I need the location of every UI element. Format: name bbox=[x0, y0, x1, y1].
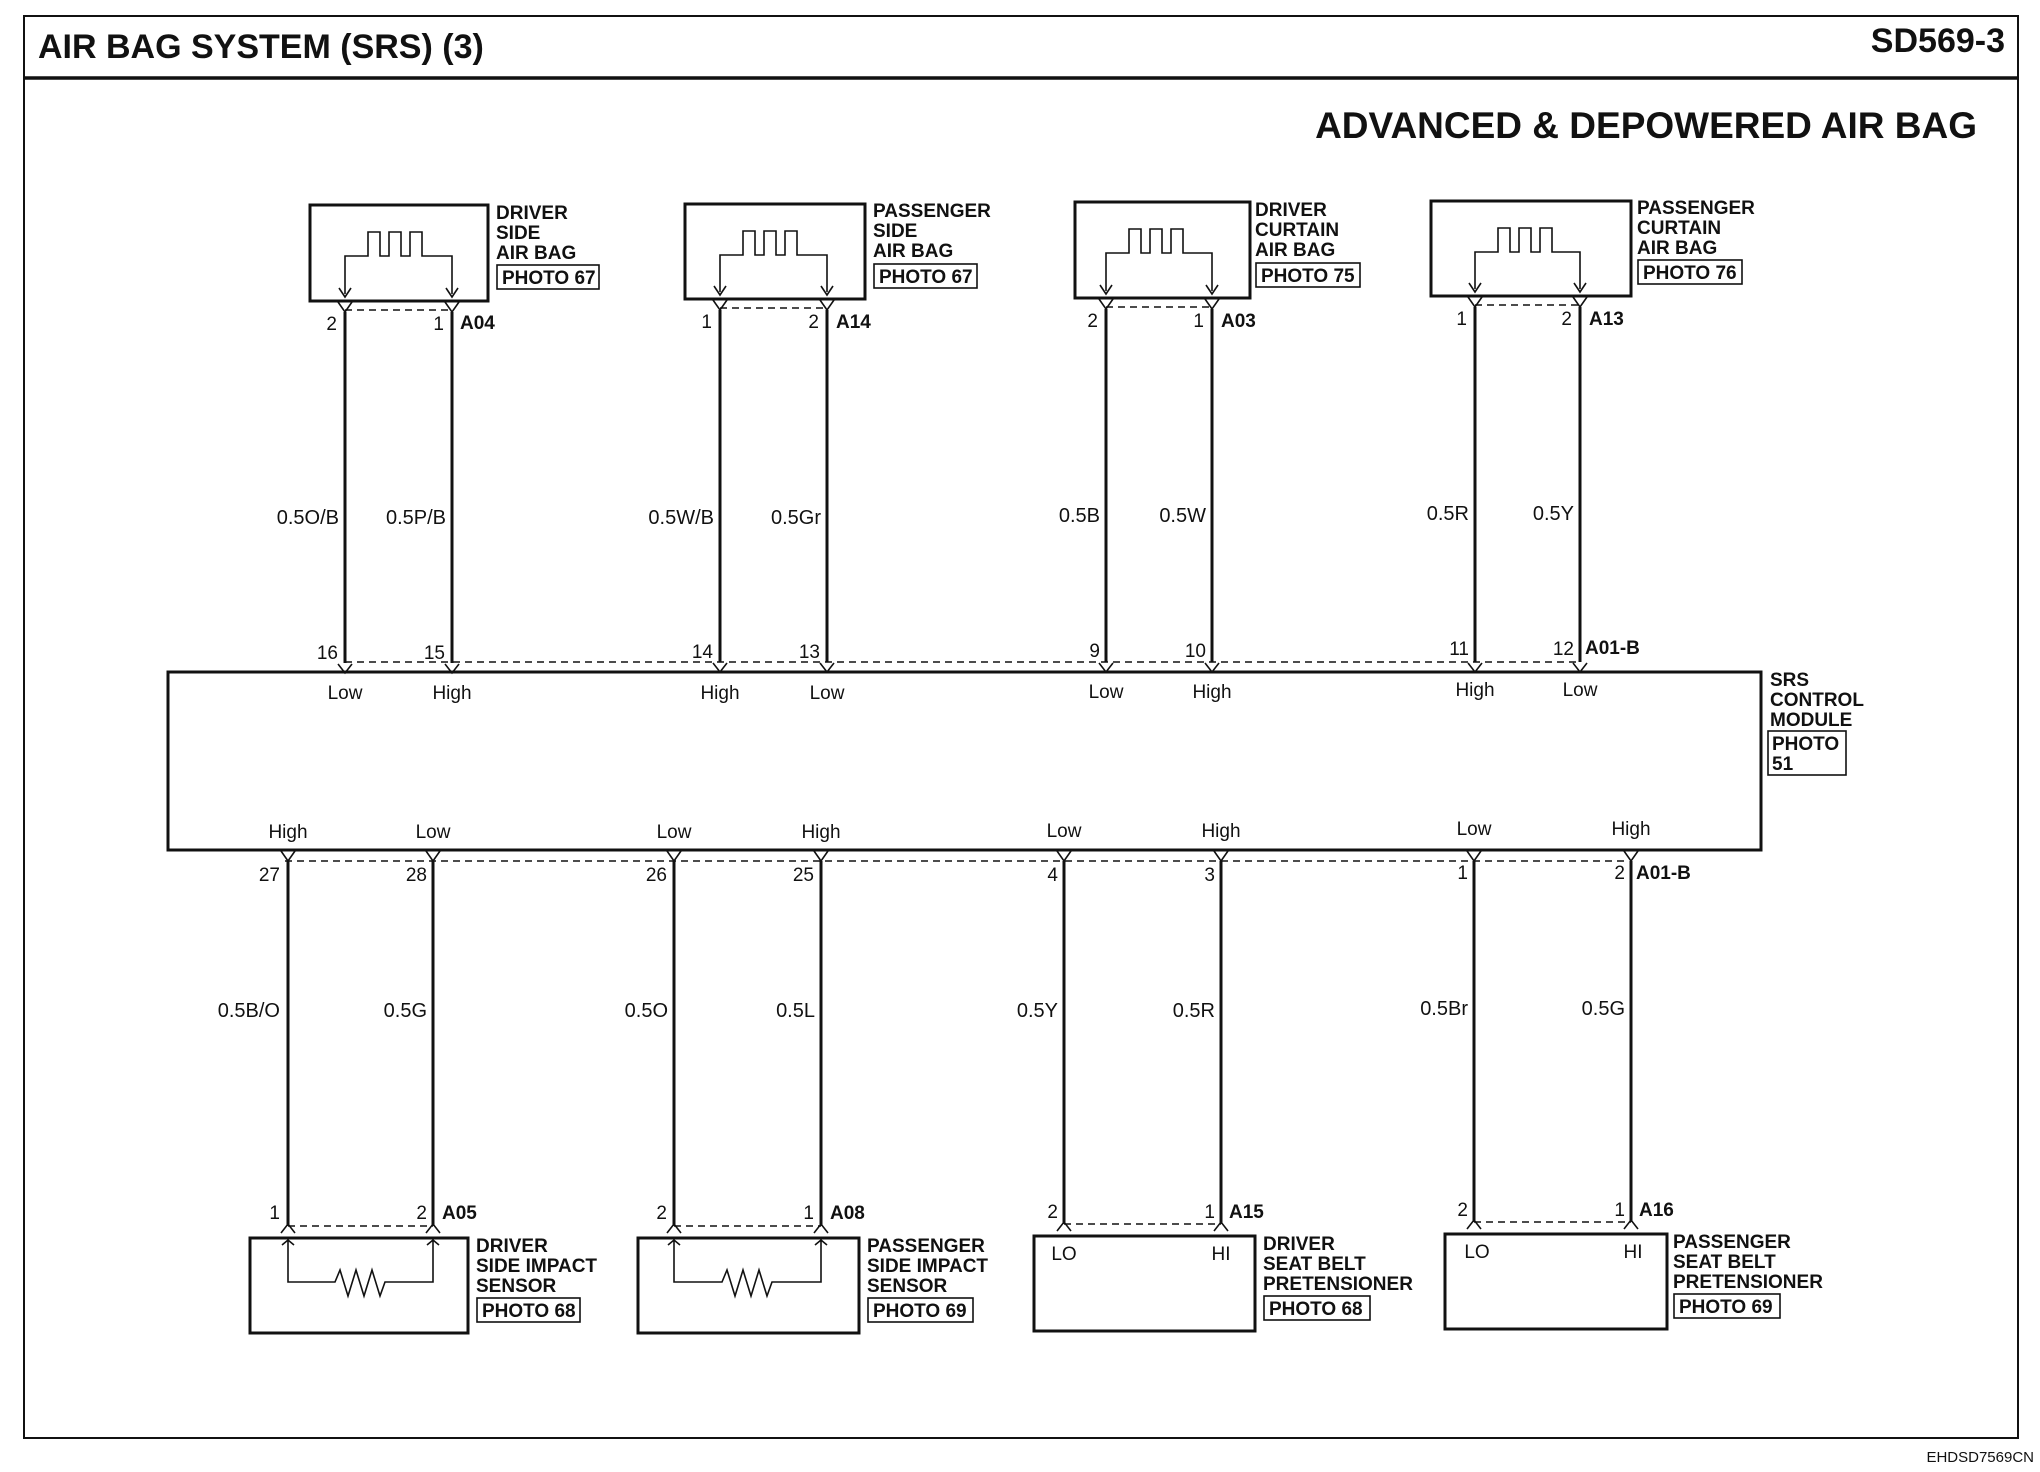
pin-right: 2 bbox=[416, 1203, 427, 1224]
module-top-connector: A01-B bbox=[1585, 638, 1640, 659]
component-label-line-2: SIDE IMPACT bbox=[476, 1256, 598, 1277]
module-pin-left: 14 bbox=[691, 642, 713, 663]
module-pin-right: 3 bbox=[1204, 865, 1215, 886]
module-pin-left: 9 bbox=[1089, 641, 1100, 662]
component-label-line-1: DRIVER bbox=[1255, 200, 1327, 221]
photo-ref: PHOTO 76 bbox=[1643, 263, 1737, 284]
connector-id: A13 bbox=[1589, 309, 1624, 330]
pin-right: 1 bbox=[1204, 1202, 1215, 1223]
connector-id: A05 bbox=[442, 1203, 477, 1224]
signal-level-left: Low bbox=[1046, 821, 1082, 842]
component-label-line-1: PASSENGER bbox=[1637, 198, 1755, 219]
module-name-line-3: MODULE bbox=[1770, 710, 1853, 731]
module-pin-left: 1 bbox=[1457, 863, 1468, 884]
pin-arrow-icon bbox=[426, 851, 440, 861]
sensor-box bbox=[250, 1238, 468, 1333]
pin-left: 2 bbox=[326, 314, 337, 335]
module-pin-left: 16 bbox=[316, 643, 338, 664]
module-bottom-connector: A01-B bbox=[1636, 863, 1691, 884]
pin-arrow-icon bbox=[667, 851, 681, 861]
pin-arrow-icon bbox=[1214, 851, 1228, 861]
module-name-line-1: SRS bbox=[1770, 670, 1810, 691]
driver-curtain-air-bag bbox=[1059, 200, 1360, 703]
signal-level-right: High bbox=[1201, 821, 1241, 842]
squib-icon bbox=[720, 231, 827, 292]
passenger-side-impact-sensor bbox=[625, 822, 989, 1333]
component-label-line-2: CURTAIN bbox=[1255, 220, 1340, 241]
srs-control-module bbox=[168, 638, 1864, 884]
signal-level-right: High bbox=[1611, 819, 1651, 840]
terminal-hi: HI bbox=[1623, 1242, 1643, 1263]
terminal-hi: HI bbox=[1211, 1244, 1231, 1265]
wire-color-left: 0.5Br bbox=[1420, 998, 1468, 1020]
pin-right: 2 bbox=[808, 312, 819, 333]
diagram-subtitle: ADVANCED & DEPOWERED AIR BAG bbox=[1315, 105, 1977, 146]
driver-side-air-bag bbox=[277, 203, 599, 704]
squib-icon bbox=[345, 232, 452, 294]
driver-side-impact-sensor bbox=[218, 822, 598, 1333]
connector-id: A15 bbox=[1229, 1202, 1264, 1223]
photo-ref: PHOTO 69 bbox=[873, 1301, 967, 1322]
component-label-line-3: PRETENSIONER bbox=[1673, 1272, 1823, 1293]
connector-id: A14 bbox=[836, 312, 871, 333]
wire-color-right: 0.5R bbox=[1172, 1000, 1215, 1022]
wire-color-left: 0.5O/B bbox=[276, 507, 339, 529]
wire-color-left: 0.5B/O bbox=[217, 1000, 280, 1022]
page-code: SD569-3 bbox=[1870, 22, 2005, 60]
pin-right: 1 bbox=[803, 1203, 814, 1224]
component-label-line-2: SIDE IMPACT bbox=[867, 1256, 989, 1277]
wire-color-left: 0.5B bbox=[1058, 505, 1100, 527]
module-photo-line-1: PHOTO bbox=[1772, 734, 1840, 755]
pin-left: 1 bbox=[269, 1203, 280, 1224]
signal-level-right: Low bbox=[809, 683, 845, 704]
signal-level-left: Low bbox=[1088, 682, 1124, 703]
connector-id: A16 bbox=[1639, 1200, 1674, 1221]
pin-arrow-icon bbox=[281, 851, 295, 861]
pin-arrow-icon bbox=[814, 851, 828, 861]
airbag-box bbox=[685, 204, 865, 299]
pin-arrow-icon bbox=[1624, 851, 1638, 861]
wire-color-left: 0.5W/B bbox=[648, 507, 714, 529]
module-pin-right: 28 bbox=[405, 865, 427, 886]
component-label-line-3: AIR BAG bbox=[1255, 240, 1336, 261]
signal-level-right: Low bbox=[415, 822, 451, 843]
signal-level-right: High bbox=[1192, 682, 1232, 703]
resistor-icon bbox=[282, 1240, 439, 1296]
signal-level-right: High bbox=[432, 683, 472, 704]
photo-ref: PHOTO 67 bbox=[879, 267, 973, 288]
pin-right: 1 bbox=[1193, 311, 1204, 332]
component-label-line-3: SENSOR bbox=[476, 1276, 557, 1297]
component-label-line-1: DRIVER bbox=[476, 1236, 548, 1257]
module-pin-right: 10 bbox=[1184, 641, 1206, 662]
component-label-line-1: DRIVER bbox=[1263, 1234, 1335, 1255]
signal-level-left: High bbox=[268, 822, 308, 843]
airbag-box bbox=[310, 205, 488, 301]
passenger-seat-belt-pretensioner bbox=[1420, 819, 1823, 1329]
photo-ref: PHOTO 69 bbox=[1679, 1297, 1773, 1318]
photo-ref: PHOTO 68 bbox=[482, 1301, 576, 1322]
signal-level-left: Low bbox=[327, 683, 363, 704]
connector-id: A08 bbox=[830, 1203, 865, 1224]
driver-seat-belt-pretensioner bbox=[1017, 821, 1413, 1331]
module-pin-right: 12 bbox=[1552, 639, 1574, 660]
pin-left: 1 bbox=[701, 312, 712, 333]
module-pin-right: 2 bbox=[1614, 863, 1625, 884]
wire-color-right: 0.5P/B bbox=[385, 507, 446, 529]
component-label-line-2: SEAT BELT bbox=[1673, 1252, 1776, 1273]
signal-level-right: Low bbox=[1562, 680, 1598, 701]
module-photo-line-2: 51 bbox=[1772, 754, 1794, 775]
photo-ref: PHOTO 75 bbox=[1261, 266, 1355, 287]
passenger-curtain-air-bag bbox=[1427, 198, 1755, 701]
module-pin-left: 4 bbox=[1047, 865, 1058, 886]
pin-left: 2 bbox=[1457, 1200, 1468, 1221]
component-label-line-3: AIR BAG bbox=[873, 241, 954, 262]
signal-level-left: High bbox=[1455, 680, 1495, 701]
wire-color-right: 0.5G bbox=[1581, 998, 1625, 1020]
pin-left: 2 bbox=[656, 1203, 667, 1224]
pin-right: 2 bbox=[1561, 309, 1572, 330]
pin-arrow-icon bbox=[1467, 851, 1481, 861]
terminal-lo: LO bbox=[1051, 1244, 1077, 1265]
photo-ref: PHOTO 67 bbox=[502, 268, 596, 289]
wire-color-right: 0.5G bbox=[383, 1000, 427, 1022]
diagram-code: EHDSD7569CN bbox=[1926, 1449, 2034, 1466]
module-pin-left: 27 bbox=[258, 865, 280, 886]
component-label-line-1: DRIVER bbox=[496, 203, 568, 224]
pin-left: 2 bbox=[1087, 311, 1098, 332]
component-label-line-2: SEAT BELT bbox=[1263, 1254, 1366, 1275]
terminal-lo: LO bbox=[1464, 1242, 1490, 1263]
wire-color-right: 0.5W bbox=[1159, 505, 1206, 527]
signal-level-right: High bbox=[801, 822, 841, 843]
component-label-line-3: PRETENSIONER bbox=[1263, 1274, 1413, 1295]
signal-level-left: Low bbox=[656, 822, 692, 843]
photo-ref: PHOTO 68 bbox=[1269, 1299, 1363, 1320]
component-label-line-2: CURTAIN bbox=[1637, 218, 1722, 239]
component-label-line-1: PASSENGER bbox=[867, 1236, 985, 1257]
component-label-line-2: SIDE bbox=[873, 221, 918, 242]
connector-id: A03 bbox=[1221, 311, 1256, 332]
component-label-line-1: PASSENGER bbox=[873, 201, 991, 222]
component-label-line-3: SENSOR bbox=[867, 1276, 948, 1297]
passenger-side-air-bag bbox=[648, 201, 991, 704]
pin-left: 1 bbox=[1456, 309, 1467, 330]
component-label-line-2: SIDE bbox=[496, 223, 541, 244]
wire-color-right: 0.5Y bbox=[1532, 503, 1574, 525]
resistor-icon bbox=[668, 1240, 827, 1296]
component-label-line-3: AIR BAG bbox=[1637, 238, 1718, 259]
pin-right: 1 bbox=[1614, 1200, 1625, 1221]
wire-color-right: 0.5L bbox=[776, 1000, 815, 1022]
squib-icon bbox=[1475, 228, 1580, 289]
pin-right: 1 bbox=[433, 314, 444, 335]
wire-color-right: 0.5Gr bbox=[770, 507, 821, 529]
component-label-line-3: AIR BAG bbox=[496, 243, 577, 264]
pin-left: 2 bbox=[1047, 1202, 1058, 1223]
module-pin-right: 13 bbox=[798, 642, 820, 663]
module-pin-right: 25 bbox=[792, 865, 814, 886]
signal-level-left: High bbox=[700, 683, 740, 704]
srs-control-module-box bbox=[168, 672, 1761, 850]
module-name-line-2: CONTROL bbox=[1770, 690, 1864, 711]
component-label-line-1: PASSENGER bbox=[1673, 1232, 1791, 1253]
module-pin-right: 15 bbox=[423, 643, 445, 664]
page-title: AIR BAG SYSTEM (SRS) (3) bbox=[38, 28, 484, 66]
wire-color-left: 0.5Y bbox=[1016, 1000, 1058, 1022]
wire-color-left: 0.5O bbox=[624, 1000, 668, 1022]
connector-id: A04 bbox=[460, 313, 495, 334]
module-pin-left: 26 bbox=[645, 865, 667, 886]
module-pin-left: 11 bbox=[1449, 639, 1469, 660]
squib-icon bbox=[1106, 229, 1212, 291]
wire-color-left: 0.5R bbox=[1426, 503, 1469, 525]
pin-arrow-icon bbox=[1057, 851, 1071, 861]
signal-level-left: Low bbox=[1456, 819, 1492, 840]
